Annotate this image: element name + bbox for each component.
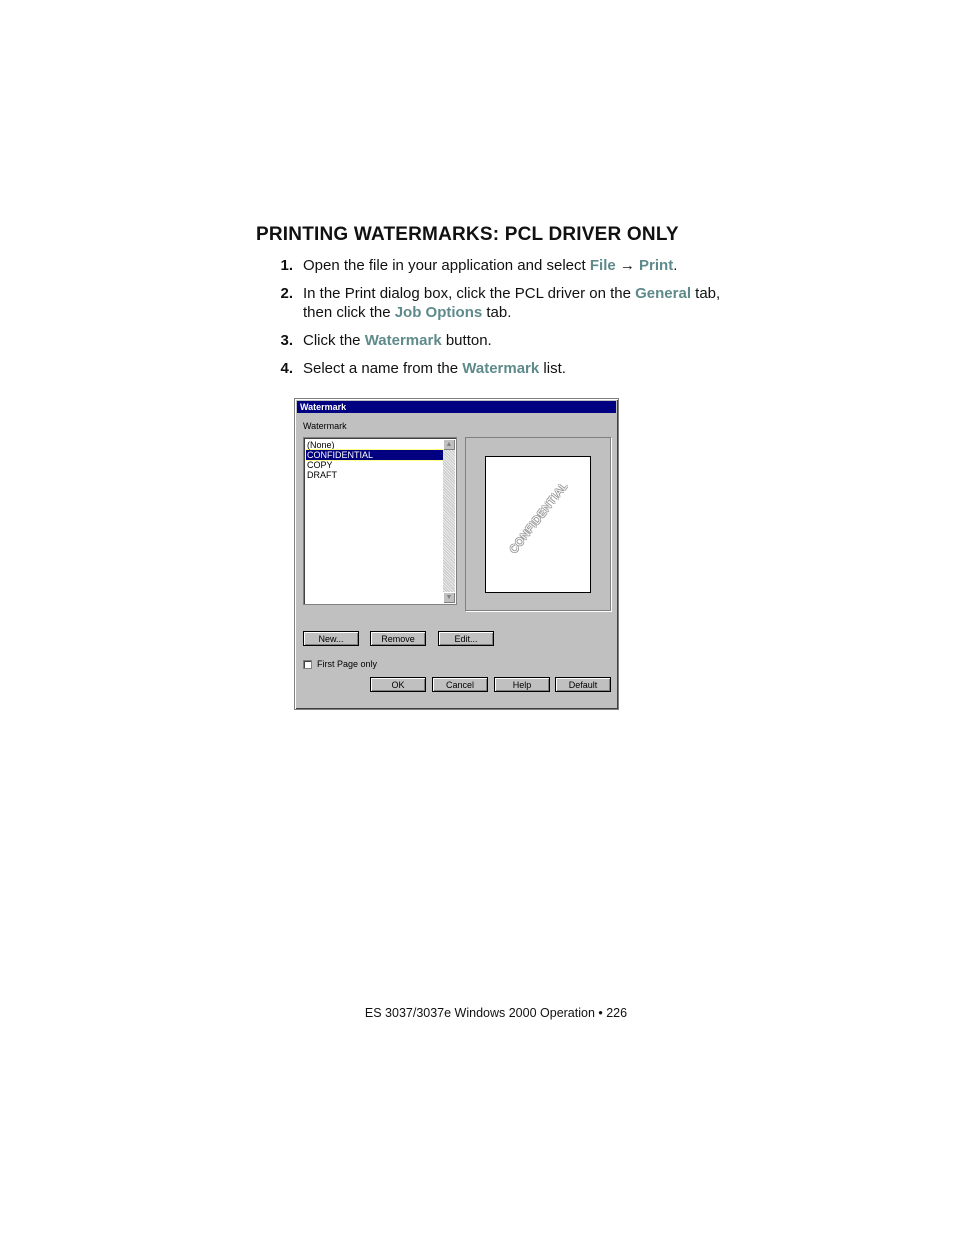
step-item	[256, 359, 736, 378]
watermark-group-label: Watermark	[303, 421, 347, 431]
edit-button[interactable]: Edit...	[438, 631, 494, 646]
step-text-part: Select a name from the	[303, 360, 463, 377]
scroll-up-icon[interactable]: ▲	[443, 439, 455, 450]
step-number: 3.	[280, 332, 293, 349]
step-number: 1.	[280, 257, 293, 274]
menu-term: Print	[639, 257, 674, 274]
watermark-dialog	[294, 398, 619, 710]
scroll-down-icon[interactable]: ▼	[443, 592, 455, 603]
step-number: 4.	[280, 360, 293, 377]
step-item	[256, 284, 736, 322]
watermark-list	[306, 440, 444, 480]
step-text-part: tab, then click the	[303, 285, 721, 321]
dialog-title: Watermark	[297, 401, 616, 413]
step-text	[303, 256, 736, 275]
page-footer: ES 3037/3037e Windows 2000 Operation • 226	[364, 1006, 628, 1020]
default-button[interactable]: Default	[555, 677, 611, 692]
first-page-only-label: First Page only	[317, 659, 378, 669]
step-text-part: button.	[441, 332, 492, 349]
page-title: PRINTING WATERMARKS: PCL DRIVER ONLY	[256, 224, 679, 245]
step-text-part: In the Print dialog box, click the PCL driver on the	[303, 285, 636, 302]
list-item[interactable]: DRAFT	[307, 470, 337, 480]
step-text-part: Open the file in your application and select	[303, 257, 590, 274]
menu-term: General	[635, 285, 691, 302]
list-item[interactable]: CONFIDENTIAL	[306, 450, 444, 460]
step-text	[303, 284, 736, 322]
list-item[interactable]: COPY	[307, 460, 333, 470]
cancel-button[interactable]: Cancel	[432, 677, 488, 692]
remove-button[interactable]: Remove	[370, 631, 426, 646]
first-page-only-checkbox[interactable]	[303, 660, 312, 669]
list-item[interactable]: (None)	[307, 440, 335, 450]
step-text	[303, 359, 736, 378]
help-button[interactable]: Help	[494, 677, 550, 692]
step-text	[303, 331, 736, 350]
preview-page	[485, 456, 591, 593]
step-text-part: .	[673, 257, 678, 274]
menu-term: Watermark	[462, 360, 540, 377]
watermark-listbox[interactable]	[303, 437, 457, 605]
instruction-steps	[256, 256, 736, 387]
new-button[interactable]: New...	[303, 631, 359, 646]
step-item	[256, 256, 736, 275]
step-text-part: Click the	[303, 332, 365, 349]
listbox-scrollbar[interactable]	[443, 439, 455, 603]
menu-term: Watermark	[364, 332, 442, 349]
preview-watermark-text: CONFIDENTIAL	[507, 480, 571, 556]
step-text-part: tab.	[482, 304, 512, 321]
step-number: 2.	[280, 285, 293, 302]
step-text-part: →	[615, 257, 640, 274]
step-text-part: list.	[539, 360, 566, 377]
step-item	[256, 331, 736, 350]
menu-term: Job Options	[394, 304, 483, 321]
ok-button[interactable]: OK	[370, 677, 426, 692]
menu-term: File	[589, 257, 616, 274]
